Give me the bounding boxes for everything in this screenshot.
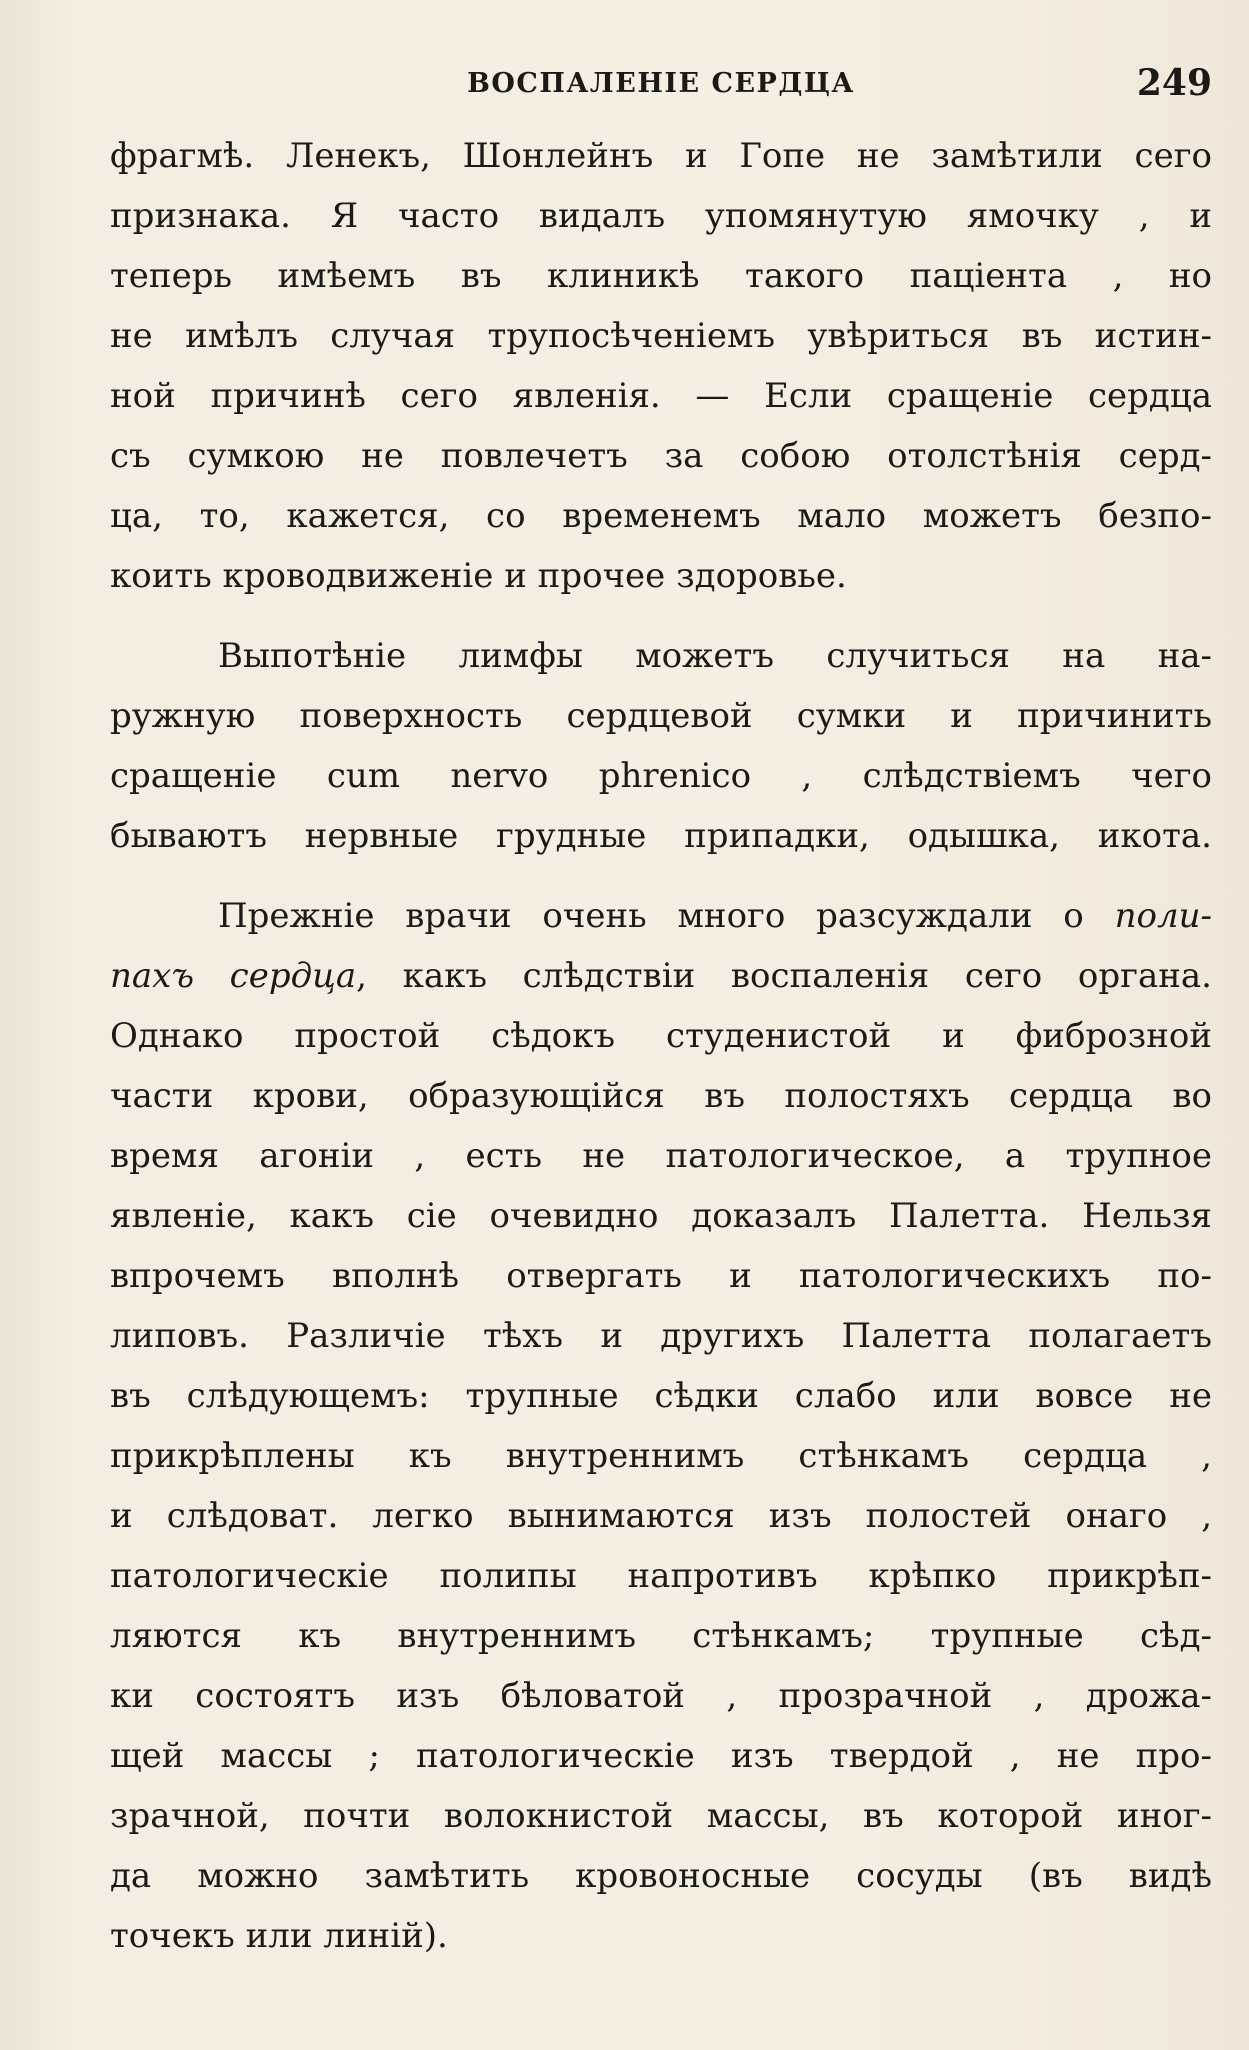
text-line: патологическіе полипы напротивъ крѣпко прикрѣп- <box>110 1556 1212 1596</box>
text-line: коить кроводвиженіе и прочее здоровье. <box>110 556 847 596</box>
text-line: Однако простой сѣдокъ студенистой и фиброзной <box>110 1016 1212 1056</box>
page-number: 249 <box>1136 62 1212 104</box>
text-line: теперь имѣемъ въ клиникѣ такого паціента , но <box>110 256 1212 296</box>
text-line: съ сумкою не повлечетъ за собою отолстѣнія серд- <box>110 436 1212 476</box>
running-head <box>110 62 1212 112</box>
paragraph-2 <box>110 626 1212 866</box>
text-line: ца, то, кажется, со временемъ мало можетъ безпо- <box>110 496 1212 536</box>
text-line: ружную поверхность сердцевой сумки и причинить <box>110 696 1212 736</box>
text-line: въ слѣдующемъ: трупные сѣдки слабо или вовсе не <box>110 1376 1212 1416</box>
body-text <box>110 126 1212 1966</box>
text-line <box>110 946 1212 1006</box>
text-line: фрагмѣ. Ленекъ, Шонлейнъ и Гопе не замѣтили сего <box>110 136 1212 176</box>
text-line: впрочемъ вполнѣ отвергать и патологическихъ по- <box>110 1256 1212 1296</box>
text-line: признака. Я часто видалъ упомянутую ямочку , и <box>110 196 1212 236</box>
text-line: части крови, образующійся въ полостяхъ сердца во <box>110 1076 1212 1116</box>
italic-term: поли- <box>1114 896 1212 936</box>
text-line: да можно замѣтить кровоносные сосуды (въ видѣ <box>110 1856 1212 1896</box>
text-line: бываютъ нервные грудные припадки, одышка, икота. <box>110 816 1212 856</box>
text-line: время агоніи , есть не патологическое, а трупное <box>110 1136 1212 1176</box>
italic-term: пахъ сердца <box>110 956 357 996</box>
text-line: Выпотѣніе лимфы можетъ случиться на на- <box>218 636 1212 676</box>
paragraph-gap <box>110 866 1212 886</box>
text-line: точекъ или линій). <box>110 1916 448 1956</box>
text-line: и слѣдоват. легко вынимаются изъ полостей онаго , <box>110 1496 1212 1536</box>
text-line: липовъ. Различіе тѣхъ и другихъ Палетта полагаетъ <box>110 1316 1212 1356</box>
paragraph-3 <box>110 886 1212 1966</box>
text-line: ной причинѣ сего явленія. — Если сращеніе сердца <box>110 376 1212 416</box>
text-line: ляются къ внутреннимъ стѣнкамъ; трупные сѣд- <box>110 1616 1212 1656</box>
text-line: ки состоятъ изъ бѣловатой , прозрачной , дрожа- <box>110 1676 1212 1716</box>
running-title: ВОСПАЛЕНІЕ СЕРДЦА <box>467 68 855 99</box>
text-line: не имѣлъ случая трупосѣченіемъ увѣриться въ истин- <box>110 316 1212 356</box>
paragraph-1 <box>110 126 1212 606</box>
paragraph-gap <box>110 606 1212 626</box>
text-line: явленіе, какъ сіе очевидно доказалъ Палетта. Нельзя <box>110 1196 1212 1236</box>
text-line <box>110 886 1212 946</box>
text-segment: , какъ слѣдствіи воспаленія сего органа. <box>356 956 1212 996</box>
text-line: зрачной, почти волокнистой массы, въ которой иног- <box>110 1796 1212 1836</box>
text-line: прикрѣплены къ внутреннимъ стѣнкамъ сердца , <box>110 1436 1212 1476</box>
text-line: сращеніе cum nervo phrenico , слѣдствіемъ чего <box>110 756 1212 796</box>
text-segment: Прежніе врачи очень много разсуждали о <box>218 896 1084 936</box>
text-line: щей массы ; патологическіе изъ твердой , не про- <box>110 1736 1212 1776</box>
